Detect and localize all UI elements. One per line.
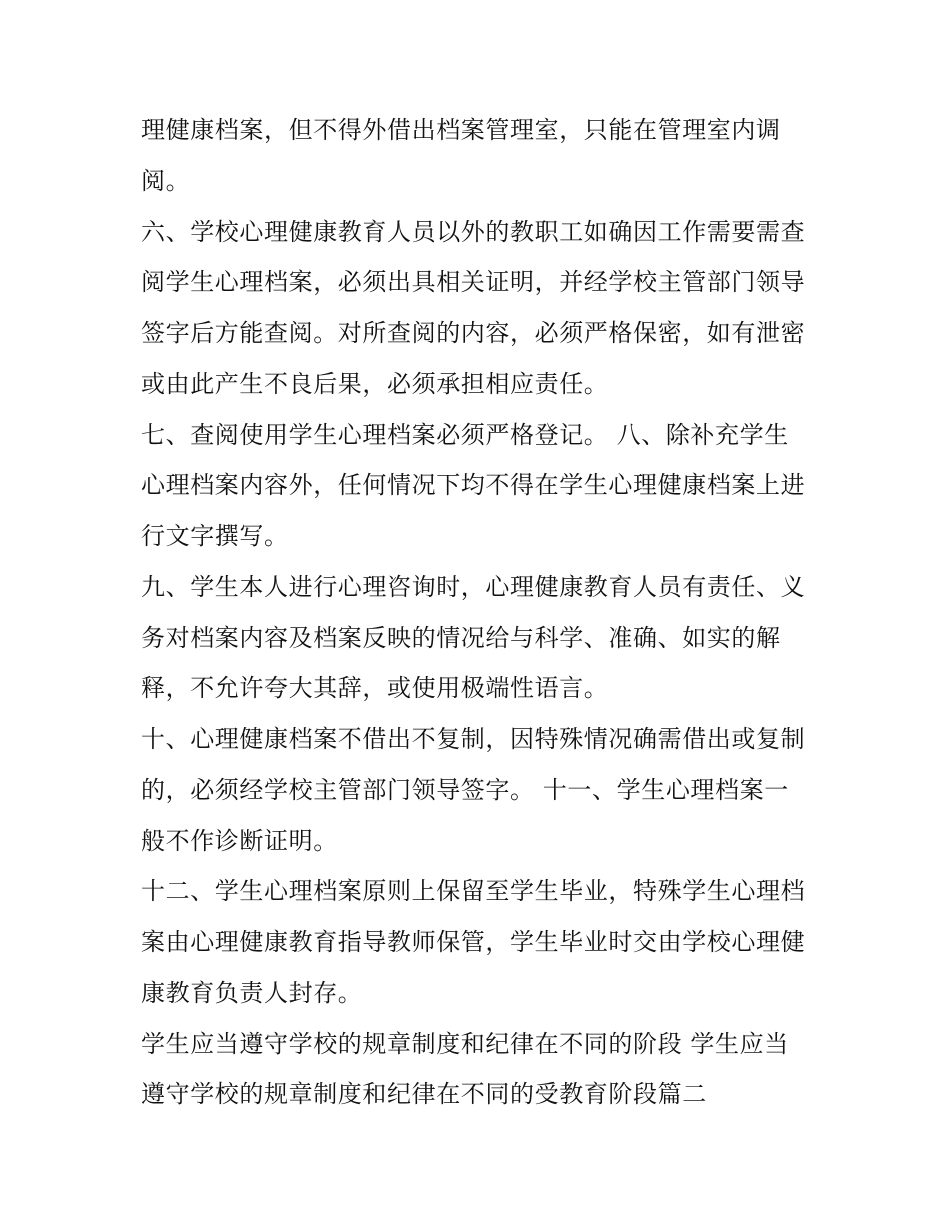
text-line: 阅学生心理档案，必须出具相关证明，并经学校主管部门领导 — [141, 268, 806, 296]
text-line: 康教育负责人封存。 — [141, 979, 363, 1007]
text-line: 签字后方能查阅。对所查阅的内容，必须严格保密，如有泄密 — [141, 319, 806, 347]
text-line: 理健康档案，但不得外借出档案管理室，只能在管理室内调 — [141, 116, 781, 144]
text-line: 遵守学校的规章制度和纪律在不同的受教育阶段篇二 — [141, 1080, 707, 1108]
text-line: 释，不允许夸大其辞，或使用极端性语言。 — [141, 674, 609, 702]
text-line: 行文字撰写。 — [141, 522, 289, 550]
text-line: 十、心理健康档案不借出不复制，因特殊情况确需借出或复制 — [141, 725, 806, 753]
text-line: 务对档案内容及档案反映的情况给与科学、准确、如实的解 — [141, 624, 781, 652]
text-line: 九、学生本人进行心理咨询时，心理健康教育人员有责任、义 — [141, 573, 806, 601]
text-line: 案由心理健康教育指导教师保管，学生毕业时交由学校心理健 — [141, 928, 806, 956]
text-line: 十二、学生心理档案原则上保留至学生毕业，特殊学生心理档 — [141, 877, 806, 905]
text-line: 学生应当遵守学校的规章制度和纪律在不同的阶段 学生应当 — [141, 1030, 789, 1058]
text-line: 或由此产生不良后果，必须承担相应责任。 — [141, 370, 609, 398]
text-line: 阅。 — [141, 167, 191, 195]
text-line: 七、查阅使用学生心理档案必须严格登记。 八、除补充学生 — [141, 421, 789, 449]
text-line: 的，必须经学校主管部门领导签字。 十一、学生心理档案一 — [141, 776, 789, 804]
text-line: 六、学校心理健康教育人员以外的教职工如确因工作需要需查 — [141, 218, 806, 246]
text-line: 心理档案内容外，任何情况下均不得在学生心理健康档案上进 — [141, 471, 806, 499]
text-line: 般不作诊断证明。 — [141, 827, 338, 855]
